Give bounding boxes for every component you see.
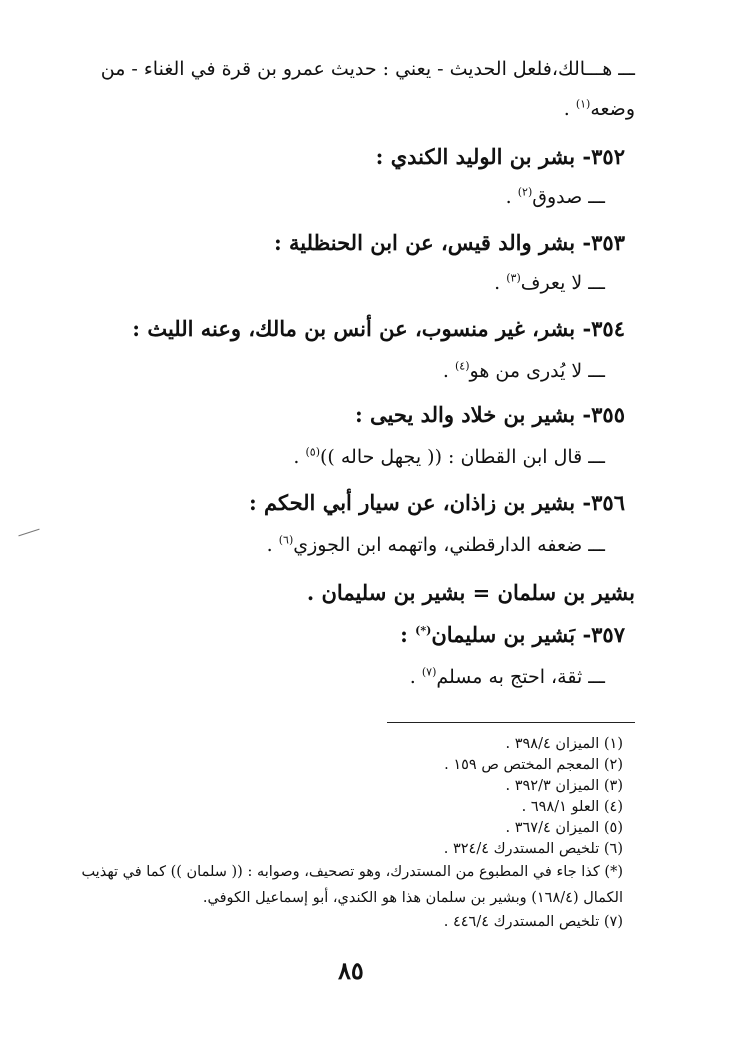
heading-end: : <box>400 622 416 647</box>
sentence-end: . <box>266 534 279 556</box>
footnote-separator <box>387 722 635 723</box>
entry-text-354 <box>443 360 605 382</box>
footnote-6: (٦) تلخيص المستدرك ٣٢٤/٤ . <box>443 841 623 857</box>
footnote-3: (٣) الميزان ٣٩٢/٣ . <box>505 778 623 794</box>
entry-text: ـــ قال ابن القطان : (( يجهل حاله )) <box>320 446 605 468</box>
sentence-end: . <box>563 98 576 120</box>
entry-heading-355: ٣٥٥- بشير بن خلاد والد يحيى : <box>354 402 625 427</box>
continuation-text: وضعه <box>590 98 635 120</box>
entry-text: ـــ ثقة، احتج به مسلم <box>436 666 605 688</box>
footnote-ref: (٣) <box>506 271 521 285</box>
footnote-star-continued: الكمال (١٦٨/٤) وبشير بن سلمان هذا هو الكندي، أبو إسماعيل الكوفي. <box>202 890 623 906</box>
footnote-star: (*) كذا جاء في المطبوع من المستدرك، وهو تصحيف، وصوابه : (( سلمان )) كما في تهذيب <box>81 864 623 880</box>
page-number: ٨٥ <box>338 956 364 985</box>
entry-heading-text: ٣٥٧- بَشير بن سليمان <box>431 622 625 647</box>
entry-text: ـــ ضعفه الدارقطني، واتهمه ابن الجوزي <box>293 534 605 556</box>
sentence-end: . <box>293 446 306 468</box>
footnote-ref: (١) <box>575 97 591 111</box>
sentence-end: . <box>505 186 518 208</box>
scan-mark <box>18 529 39 537</box>
entry-heading-352: ٣٥٢- بشر بن الوليد الكندي : <box>375 144 625 169</box>
entry-text-352 <box>506 186 605 208</box>
entry-text-356 <box>267 534 605 556</box>
entry-text-355 <box>293 446 605 468</box>
footnote-ref: (٦) <box>278 533 294 547</box>
entry-text: ـــ لا يُدرى من هو <box>469 360 605 382</box>
footnote-4: (٤) العلو ٦٩٨/١ . <box>521 799 623 815</box>
entry-text-357 <box>410 666 605 688</box>
footnote-1: (١) الميزان ٣٩٨/٤ . <box>505 736 623 752</box>
continuation-line-2 <box>564 98 635 120</box>
entry-heading-357 <box>400 622 625 647</box>
footnote-ref: (٢) <box>517 185 533 199</box>
cross-reference: بشير بن سلمان = بشير بن سليمان . <box>306 580 635 605</box>
footnote-ref: (٧) <box>421 665 437 679</box>
entry-text: ـــ صدوق <box>532 186 605 208</box>
footnote-7: (٧) تلخيص المستدرك ٤٤٦/٤ . <box>443 914 623 930</box>
footnote-2: (٢) المعجم المختص ص ١٥٩ . <box>444 757 623 773</box>
entry-heading-356: ٣٥٦- بشير بن زاذان، عن سيار أبي الحكم : <box>248 490 625 515</box>
footnote-ref: (٥) <box>305 445 320 459</box>
sentence-end: . <box>409 666 422 688</box>
entry-text-353 <box>494 272 605 294</box>
sentence-end: . <box>442 360 455 382</box>
sentence-end: . <box>494 272 507 294</box>
entry-heading-353: ٣٥٣- بشر والد قيس، عن ابن الحنظلية : <box>273 230 625 255</box>
entry-text: ـــ لا يعرف <box>520 272 605 294</box>
footnote-ref: (٤) <box>455 359 470 373</box>
entry-heading-354: ٣٥٤- بشر، غير منسوب، عن أنس بن مالك، وعنه الليث : <box>132 316 625 341</box>
footnote-ref: (*) <box>415 624 432 637</box>
continuation-line-1: ـــ هـــالك،فلعل الحديث - يعني : حديث عمرو بن قرة في الغناء - من <box>100 58 635 80</box>
footnote-5: (٥) الميزان ٣٦٧/٤ . <box>505 820 623 836</box>
